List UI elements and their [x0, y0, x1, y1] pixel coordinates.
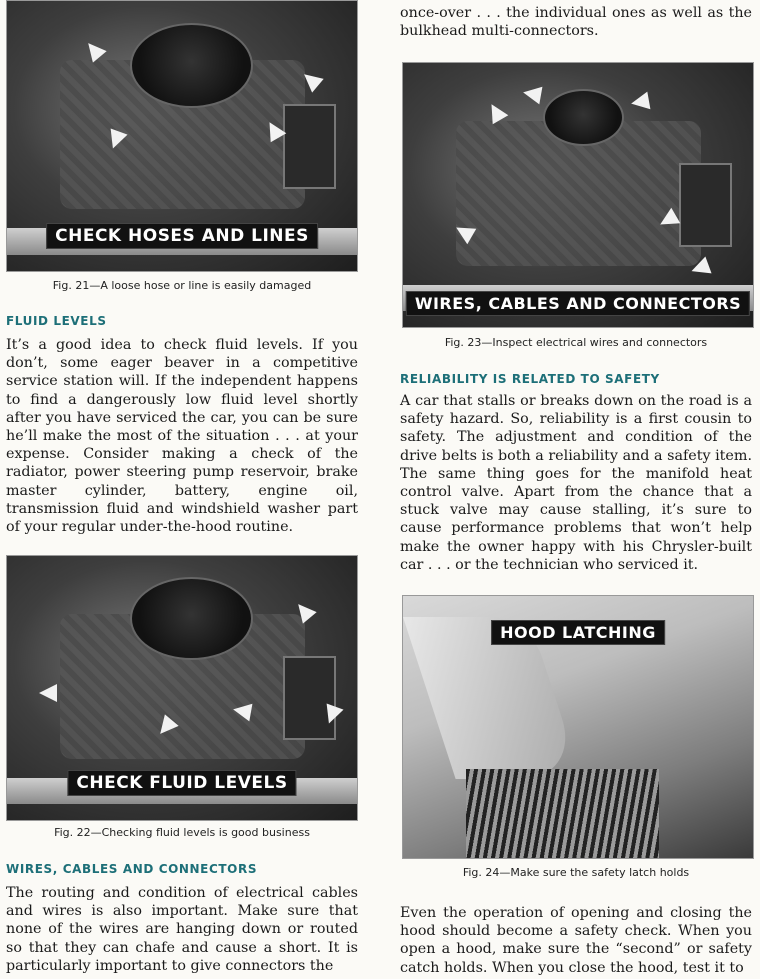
arrow-icon [39, 684, 57, 702]
grille-image [466, 769, 659, 858]
fluid-levels-heading: FLUID LEVELS [6, 314, 107, 328]
continuation-paragraph: once-over . . . the individual ones as well as the bulkhead multi-connectors. [400, 5, 752, 40]
figure-23-photo [402, 62, 754, 328]
figure-21-photo [6, 0, 358, 272]
arrow-icon [630, 92, 651, 113]
air-cleaner-image [130, 577, 253, 660]
reliability-heading: RELIABILITY IS RELATED TO SAFETY [400, 372, 660, 386]
figure-23-caption: Fig. 23—Inspect electrical wires and connectors [444, 336, 708, 349]
wires-paragraph: The routing and condition of electrical cables and wires is also important. Make sure that none of the wires are hanging down or routed so that they can chafe and cause a short. It is particularly important to give connectors the [6, 885, 358, 974]
figure-24-photo [402, 595, 754, 859]
hood-paragraph: Even the operation of opening and closing the hood should become a safety check. When you open a hood, make sure the “second” or safety catch holds. When you close the hood, test it to [400, 905, 752, 976]
figure-23-banner: WIRES, CABLES AND CONNECTORS [406, 291, 750, 316]
battery-image [283, 104, 336, 189]
figure-22-caption: Fig. 22—Checking fluid levels is good business [54, 826, 310, 839]
figure-24-caption: Fig. 24—Make sure the safety latch holds [462, 866, 690, 879]
battery-image [283, 656, 336, 739]
fluid-levels-paragraph: It’s a good idea to check fluid levels. If you don’t, some eager beaver in a competitive service station will. If the independent happens to find a dangerously low fluid level shortly after you have serviced the car, you can be sure he’ll make the most of the situation . . . at your expense. Consider making a check of the radiator, power steering pump reservoir, brake master cylinder, battery, engine oil, transmission fluid and windshield washer part of your regular under-the-hood routine. [6, 337, 358, 536]
battery-image [679, 163, 732, 246]
arrow-icon [522, 84, 543, 105]
reliability-paragraph: A car that stalls or breaks down on the road is a safety hazard. So, reliability is a first cousin to safety. The adjustment and condition of the drive belts is both a reliability and a safety item. The same thing goes for the manifold heat control valve. Apart from the chance that a stuck valve may cause stalling, it’s sure to cause performance problems that won’t help make the owner happy with his Chrysler-built car . . . or the technician who serviced it. [400, 393, 752, 573]
air-cleaner-image [543, 89, 624, 146]
figure-21-caption: Fig. 21—A loose hose or line is easily damaged [52, 279, 312, 292]
wires-heading: WIRES, CABLES AND CONNECTORS [6, 862, 258, 876]
figure-24-banner: HOOD LATCHING [491, 620, 665, 645]
arrow-icon [81, 37, 106, 62]
figure-22-banner: CHECK FLUID LEVELS [67, 770, 296, 796]
figure-22-photo [6, 555, 358, 821]
figure-21-banner: CHECK HOSES AND LINES [46, 223, 318, 249]
arrow-icon [232, 701, 253, 722]
air-cleaner-image [130, 23, 253, 108]
